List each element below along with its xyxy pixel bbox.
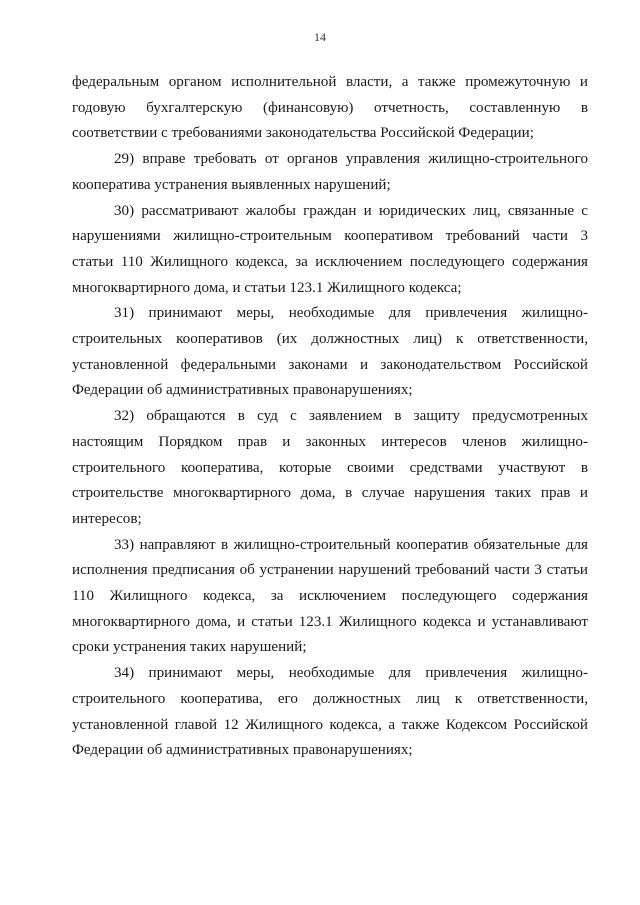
paragraph-item-31: 31) принимают меры, необходимые для привлечения жилищно-строительных кооперативов (их должностных лиц) к ответственности, установленной федеральными законами и законодательством Российской Федерации об административных правонарушениях; xyxy=(72,305,588,399)
paragraph-item-32: 32) обращаются в суд с заявлением в защиту предусмотренных настоящим Порядком прав и законных интересов членов жилищно-строительного кооператива, которые своими средствами участвуют в строительстве многоквартирного дома, в случае нарушения таких прав и интересов; xyxy=(72,408,588,527)
paragraph-item-29: 29) вправе требовать от органов управления жилищно-строительного кооператива устранения выявленных нарушений; xyxy=(72,151,588,193)
paragraph-item-34: 34) принимают меры, необходимые для привлечения жилищно-строительного кооператива, его должностных лиц к ответственности, установленной главой 12 Жилищного кодекса, а также Кодексом Российской Федерации об административных правонарушениях; xyxy=(72,665,588,759)
document-body xyxy=(72,70,588,764)
paragraph-item-33: 33) направляют в жилищно-строительный кооператив обязательные для исполнения предписания об устранении нарушений требований части 3 статьи 110 Жилищного кодекса, за исключением последующего содержания многоквартирного дома, и статьи 123.1 Жилищного кодекса и устанавливают сроки устранения таких нарушений; xyxy=(72,536,588,656)
paragraph-continuation: федеральным органом исполнительной власти, а также промежуточную и годовую бухгалтерскую (финансовую) отчетность, составленную в соответствии с требованиями законодательства Российской Федерации; xyxy=(72,74,588,142)
paragraph-item-30: 30) рассматривают жалобы граждан и юридических лиц, связанные с нарушениями жилищно-строительным кооперативом требований части 3 статьи 110 Жилищного кодекса, за исключением последующего содержания многоквартирного дома, и статьи 123.1 Жилищного кодекса; xyxy=(72,202,588,296)
page-number: 14 xyxy=(314,30,326,44)
